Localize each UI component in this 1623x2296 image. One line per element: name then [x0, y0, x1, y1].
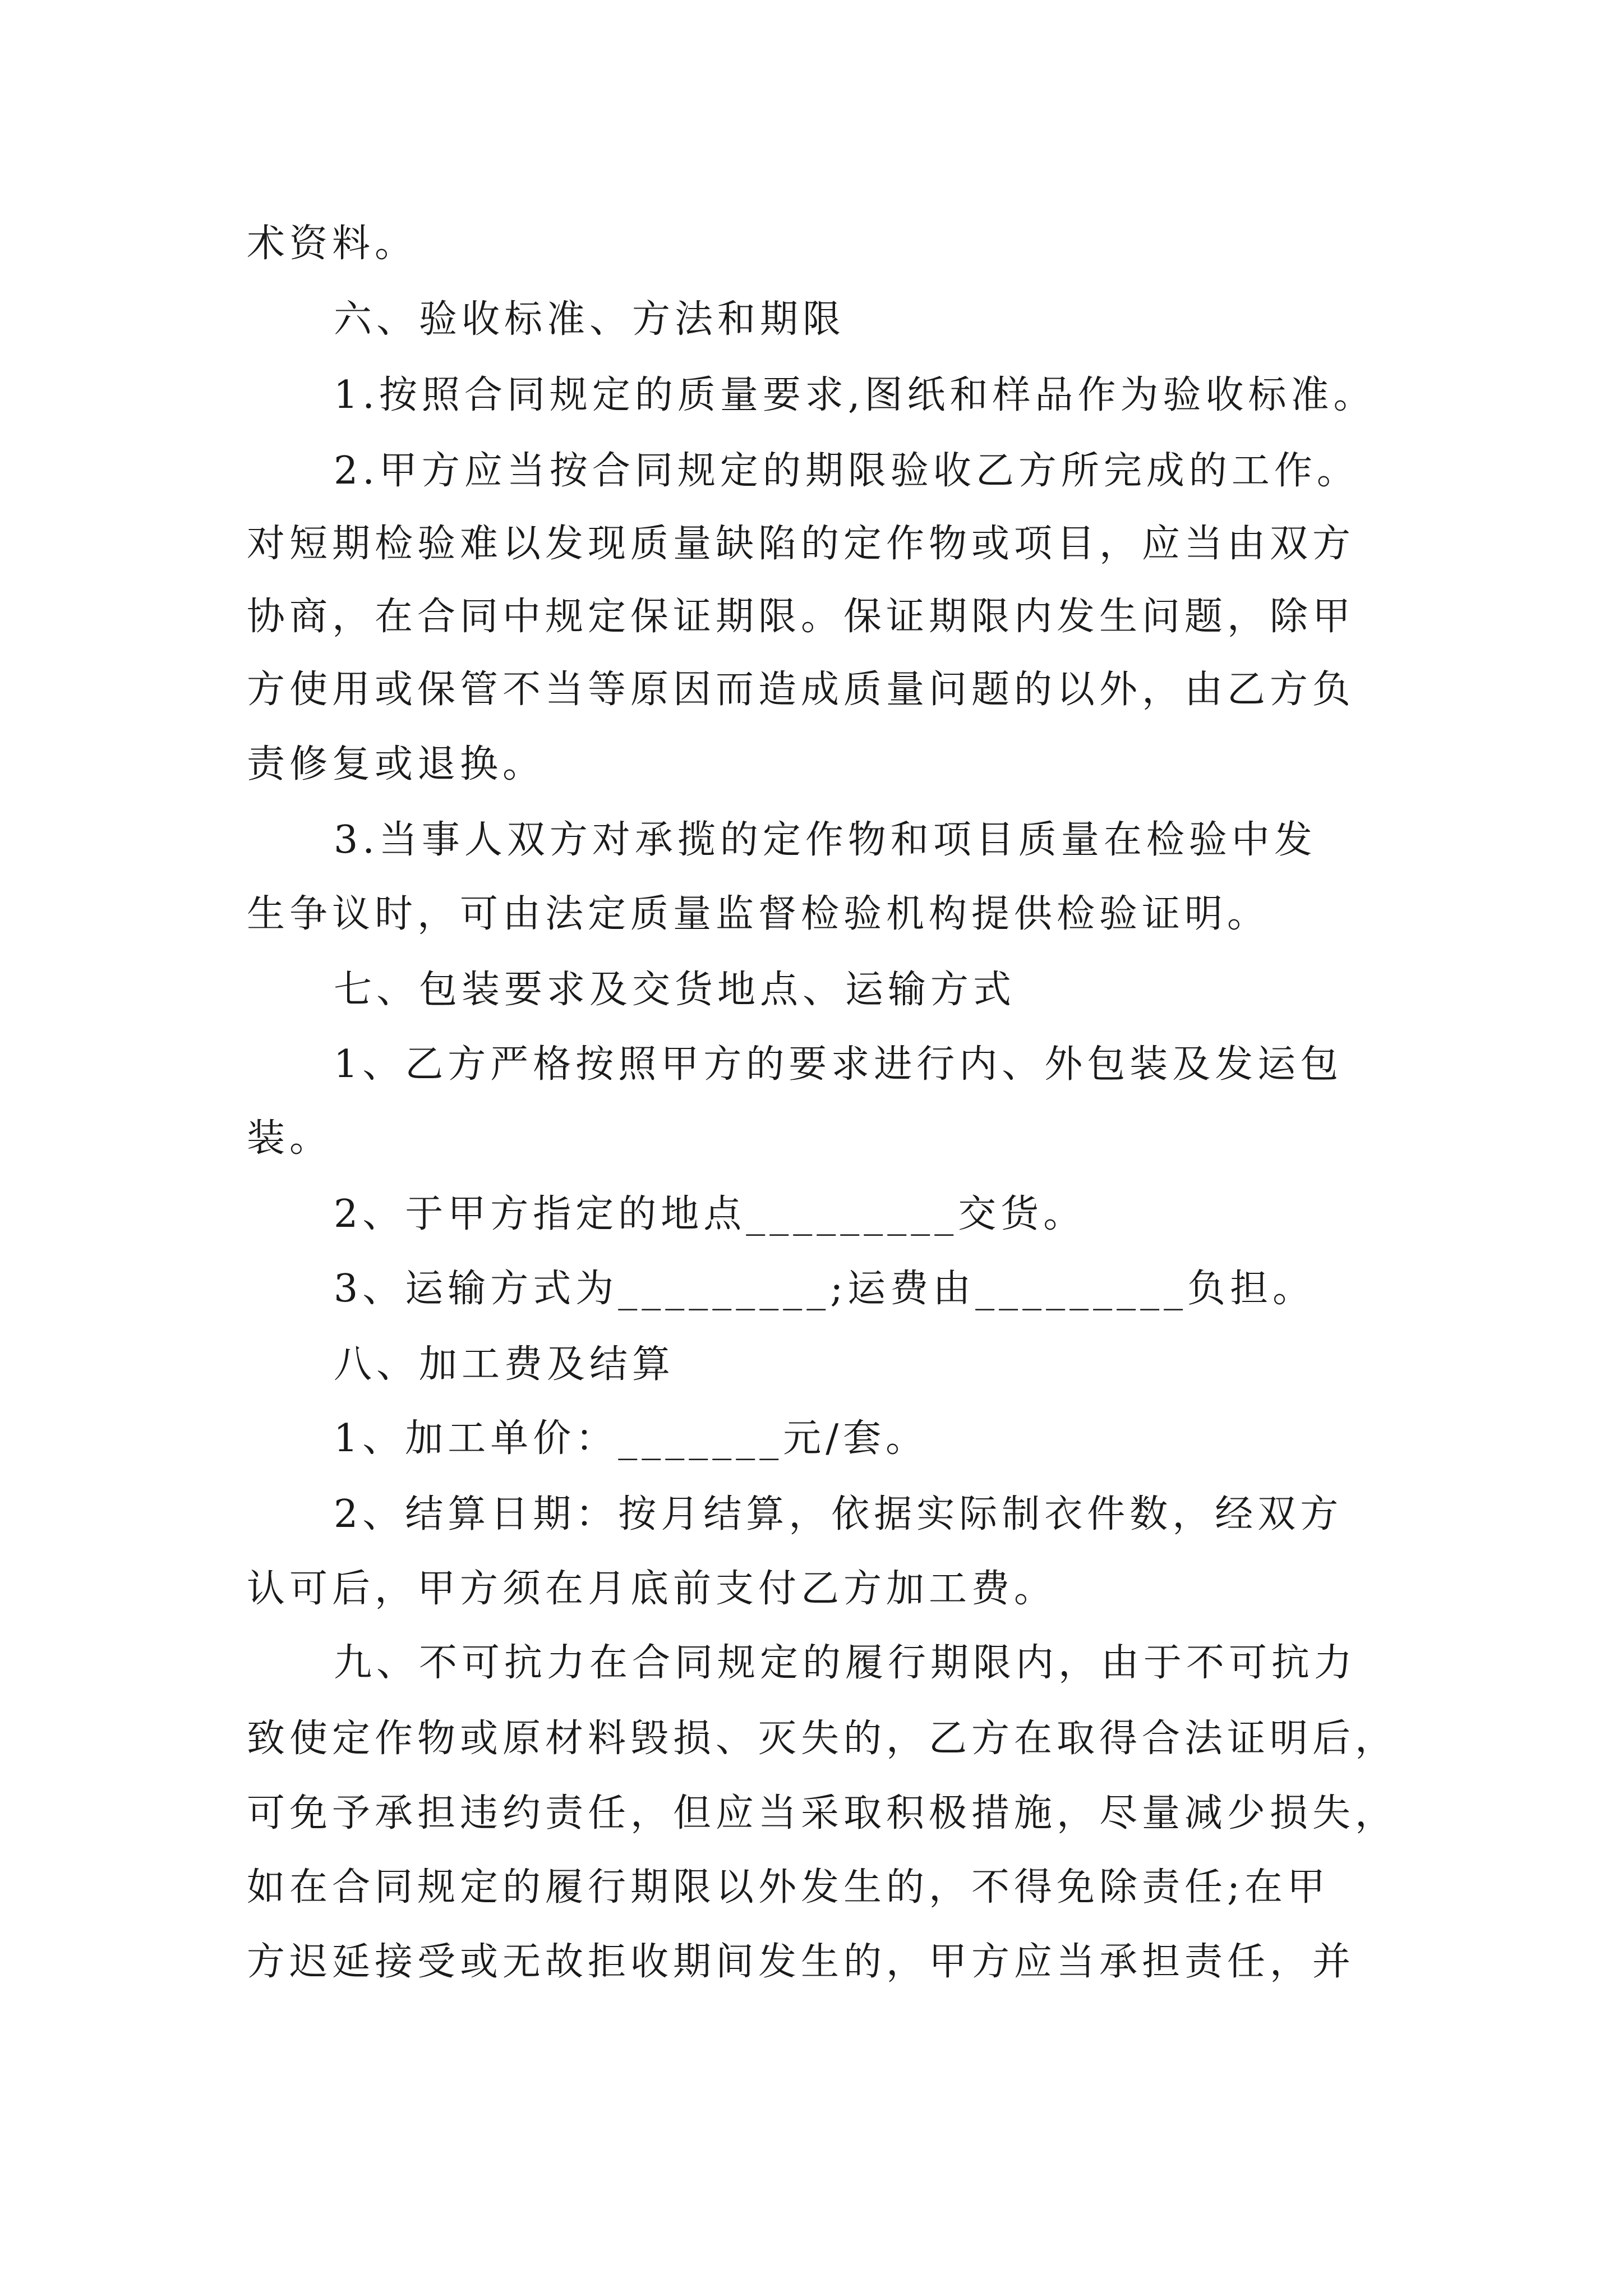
- paragraph-line: 认可后，甲方须在月底前支付乙方加工费。: [247, 1567, 1057, 1611]
- paragraph-line: 方使用或保管不当等原因而造成质量问题的以外，由乙方负: [247, 668, 1355, 712]
- paragraph-line: 2、于甲方指定的地点_________交货。: [334, 1192, 1086, 1236]
- paragraph-line: 九、不可抗力在合同规定的履行期限内，由于不可抗力: [334, 1641, 1357, 1685]
- paragraph-line: 1、乙方严格按照甲方的要求进行内、外包装及发运包: [334, 1042, 1343, 1087]
- section-heading: 六、验收标准、方法和期限: [334, 297, 846, 342]
- paragraph-line: 可免予承担违约责任，但应当采取积极措施，尽量减少损失，: [247, 1791, 1398, 1835]
- section-heading: 八、加工费及结算: [334, 1342, 675, 1387]
- paragraph-line: 1.按照合同规定的质量要求,图纸和样品作为验收标准。: [334, 373, 1376, 417]
- paragraph-line: 1、加工单价：_______元/套。: [334, 1416, 929, 1461]
- paragraph-line: 装。: [247, 1116, 333, 1161]
- paragraph-line: 3.当事人双方对承揽的定作物和项目质量在检验中发: [334, 818, 1317, 862]
- paragraph-line: 责修复或退换。: [247, 742, 546, 786]
- paragraph-line: 致使定作物或原材料毁损、灭失的，乙方在取得合法证明后，: [247, 1717, 1398, 1761]
- section-heading: 七、包装要求及交货地点、运输方式: [334, 968, 1016, 1012]
- paragraph-line: 方迟延接受或无故拒收期间发生的，甲方应当承担责任，并: [247, 1940, 1355, 1984]
- paragraph-line: 3、运输方式为_________;运费由_________负担。: [334, 1267, 1316, 1311]
- paragraph-line: 2、结算日期：按月结算，依据实际制衣件数，经双方: [334, 1492, 1343, 1536]
- paragraph-line: 2.甲方应当按合同规定的期限验收乙方所完成的工作。: [334, 449, 1359, 493]
- paragraph-line: 如在合同规定的履行期限以外发生的，不得免除责任;在甲: [247, 1865, 1330, 1910]
- paragraph-line: 生争议时，可由法定质量监督检验机构提供检验证明。: [247, 892, 1270, 936]
- paragraph-line: 协商，在合同中规定保证期限。保证期限内发生问题，除甲: [247, 595, 1355, 639]
- paragraph-line: 对短期检验难以发现质量缺陷的定作物或项目，应当由双方: [247, 522, 1355, 566]
- paragraph-line: 术资料。: [247, 222, 418, 266]
